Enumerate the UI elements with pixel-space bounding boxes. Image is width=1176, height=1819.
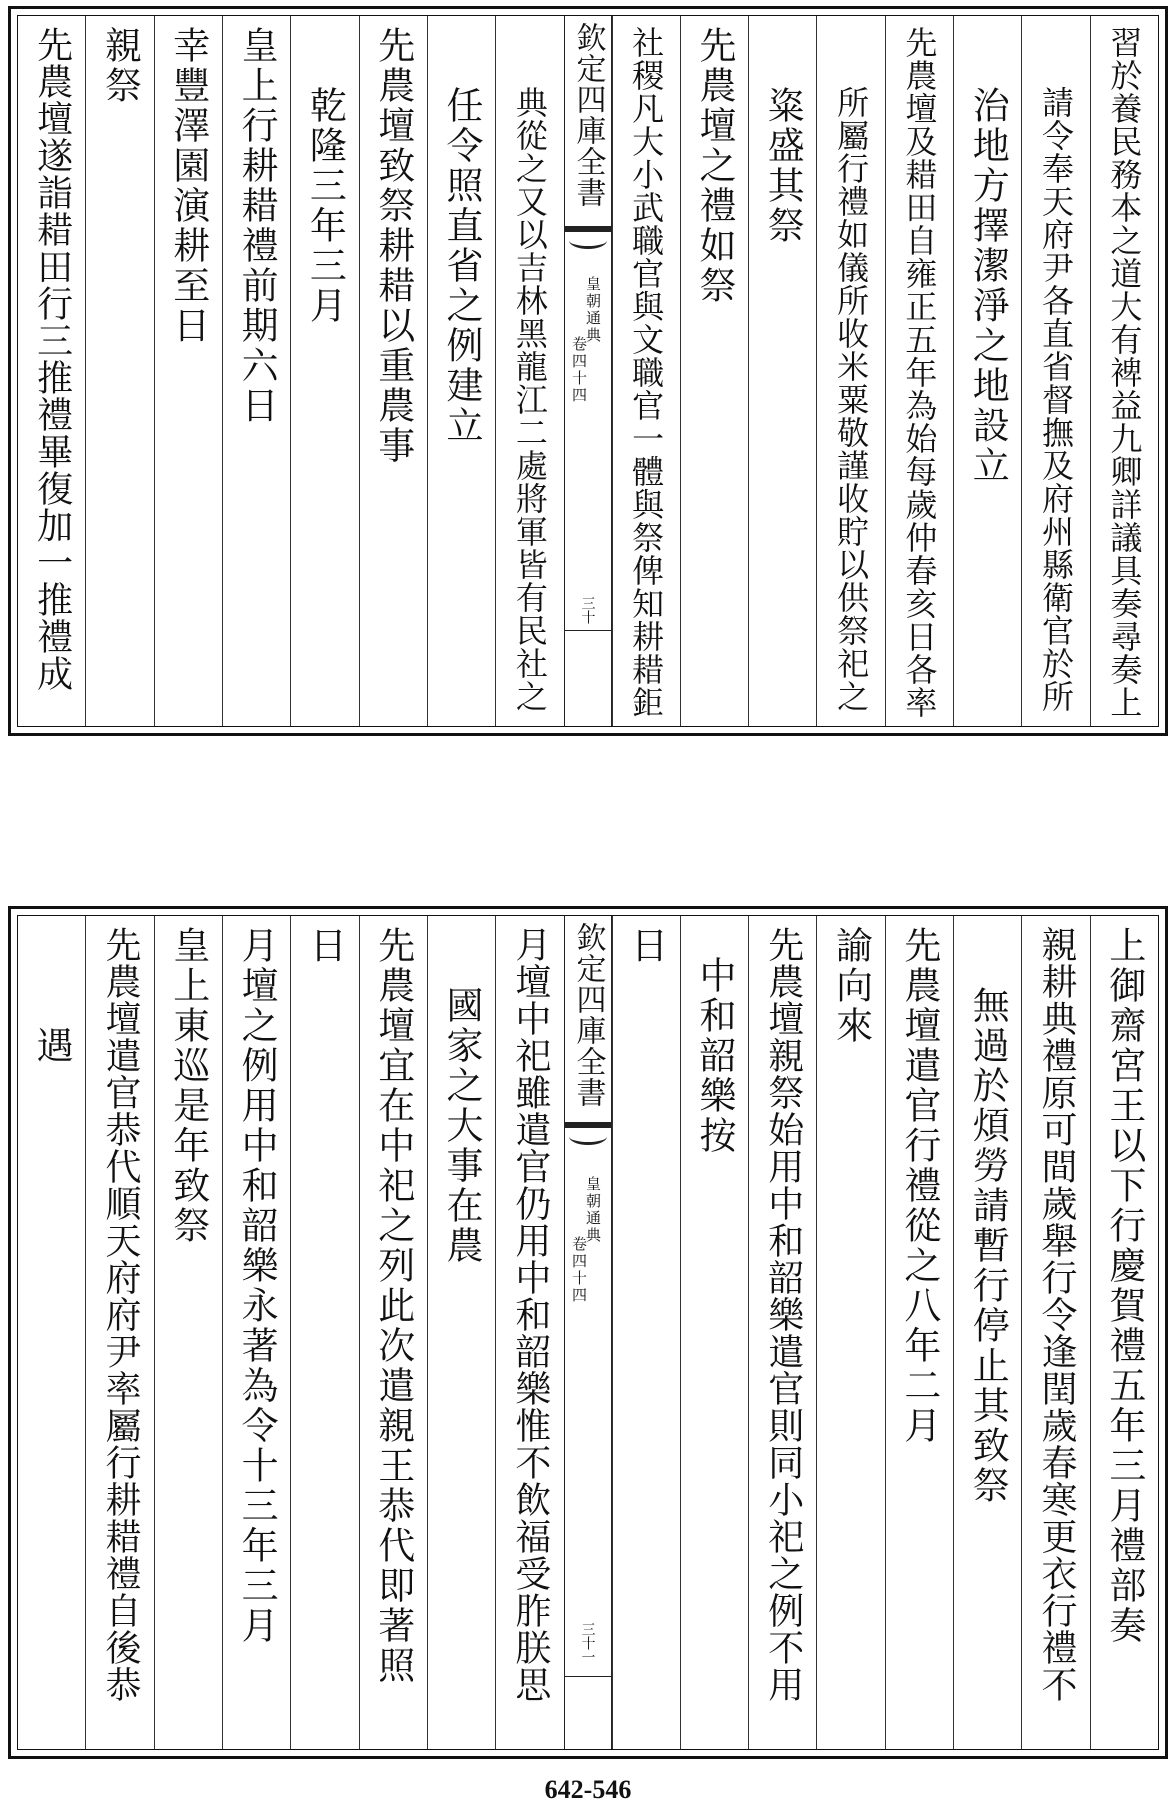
column-text: 遇 [30,1026,74,1066]
column [427,16,495,726]
column-text: 粢盛其祭 [761,86,805,246]
center-divider [565,1676,611,1677]
column-text: 先農壇之禮如祭 [692,26,736,306]
bottom-page [8,906,1168,1759]
column [85,916,153,1749]
column [290,916,358,1749]
center-fold [564,16,612,726]
column [680,16,748,726]
column [612,916,680,1749]
bottom-page-columns [17,915,1159,1750]
fishtail-ornament [565,1122,611,1148]
column [222,916,290,1749]
center-divider [565,630,611,631]
column-text: 先農壇遂詣耤田行三推禮畢復加一推禮成 [31,26,73,692]
column-text: 先農壇遣官恭代順天府府尹率屬行耕耤禮自後恭 [99,926,141,1703]
center-volume: 卷四十四 [570,336,588,404]
center-book-title: 皇朝通典 [584,1176,602,1244]
column-text: 先農壇致祭耕耤以重農事 [371,26,415,466]
column [680,916,748,1749]
center-page-number: 三十 [579,596,596,624]
column [816,916,884,1749]
column [1090,16,1158,726]
center-title: 欽定四庫全書 [570,922,606,1108]
center-page-number: 三十一 [579,1622,596,1664]
column-text: 日 [624,926,668,966]
column [359,16,427,726]
column [885,916,953,1749]
column [495,916,563,1749]
column-text: 幸豐澤園演耕至日 [166,26,210,346]
center-book-title: 皇朝通典 [584,276,602,344]
column [18,916,85,1749]
column [85,16,153,726]
column-text: 所屬行禮如儀所收米粟敬謹收貯以供祭祀之 [832,86,871,713]
center-fold [564,916,612,1749]
column [953,16,1021,726]
column-text: 請令奉天府尹各直省督撫及府州縣衛官於所 [1037,86,1076,713]
column-text: 諭向來 [829,926,873,1046]
column [18,16,85,726]
column-text: 親耕典禮原可間歲舉行令逢閏歲春寒更衣行禮不 [1036,926,1078,1703]
column-text: 任令照直省之例建立 [440,86,484,446]
column-text: 皇上東巡是年致祭 [166,926,210,1246]
column-text: 月壇之例用中和韶樂永著為令十三年三月 [235,926,279,1646]
column-text: 典從之又以吉林黑龍江二處將軍皆有民社之 [510,86,549,713]
column-text: 國家之大事在農 [440,986,484,1266]
column [154,16,222,726]
column [290,16,358,726]
page-code: 642-546 [544,1775,632,1804]
column-text: 皇上行耕耤禮前期六日 [235,26,279,426]
center-title: 欽定四庫全書 [570,22,606,208]
column-text: 先農壇遣官行禮從之八年二月 [897,926,941,1446]
column-text: 乾隆三年三月 [303,86,347,326]
fishtail-ornament [565,226,611,252]
column-text: 習於養民務本之道大有裨益九卿詳議具奏尋奏上 [1105,26,1144,719]
column-text: 月壇中祀雖遣官仍用中和韶樂惟不飲福受胙朕思 [509,926,551,1703]
column [612,16,680,726]
column [154,916,222,1749]
column [885,16,953,726]
column [222,16,290,726]
column-text: 先農壇宜在中祀之列此次遣親王恭代即著照 [371,926,415,1686]
center-volume: 卷四十四 [570,1236,588,1304]
column-text: 中和韶樂按 [692,956,736,1156]
column [427,916,495,1749]
column-text: 治地方擇潔淨之地設立 [966,86,1010,486]
column-text: 無過於煩勞請暫行停止其致祭 [966,986,1010,1506]
top-page [8,6,1168,736]
column [359,916,427,1749]
top-page-columns [17,15,1159,727]
column [1021,916,1089,1749]
column [953,916,1021,1749]
column [748,916,816,1749]
column [1021,16,1089,726]
column-text: 日 [303,926,347,966]
column [816,16,884,726]
column [1090,916,1158,1749]
column [748,16,816,726]
column [495,16,563,726]
column-text: 上御齋宮王以下行慶賀禮五年三月禮部奏 [1102,926,1146,1646]
column-text: 親祭 [98,26,142,106]
column-text: 先農壇及耤田自雍正五年為始每歲仲春亥日各率 [900,26,939,719]
column-text: 先農壇親祭始用中和韶樂遣官則同小祀之例不用 [762,926,804,1703]
column-text: 社稷凡大小武職官與文職官一體與祭俾知耕耤鉅 [627,26,666,719]
